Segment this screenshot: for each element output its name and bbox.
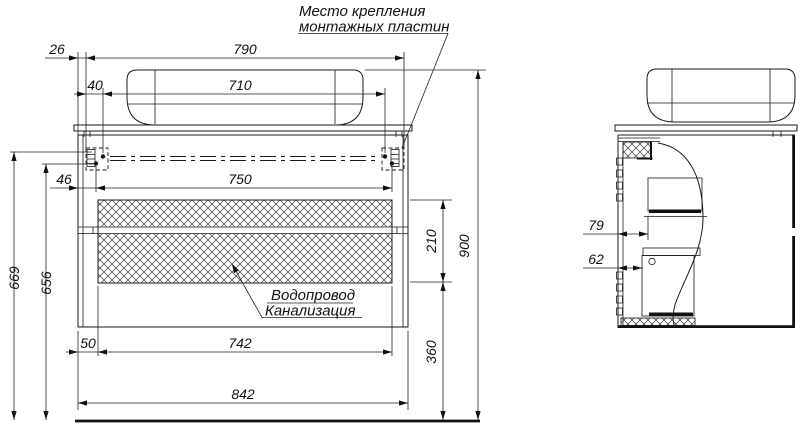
dim-depth-79: 79 [588, 217, 604, 233]
sink-side [647, 69, 795, 122]
mounting-note-line1: Место крепления [299, 3, 426, 20]
countertop-clips-side [773, 131, 781, 137]
plumbing-note-line1: Водопровод [271, 287, 356, 304]
cabinet-front [78, 135, 408, 327]
dim-height-669: 669 [6, 266, 22, 290]
curved-front-profile [658, 143, 703, 328]
dim-width-750: 750 [228, 171, 252, 187]
drawer-upper-side [644, 178, 707, 217]
mounting-note-line2: монтажных пластин [299, 18, 450, 36]
front-view [74, 70, 480, 421]
cabinet-side [618, 135, 795, 328]
dim-height-360: 360 [423, 340, 439, 364]
dim-height-656: 656 [38, 271, 54, 295]
dim-height-210: 210 [423, 229, 439, 253]
mounting-plate-section [623, 142, 653, 160]
service-opening-hatch [98, 200, 392, 283]
dim-height-900: 900 [456, 234, 472, 258]
mounting-plate-left [86, 148, 108, 170]
rail-centerlines [110, 157, 380, 161]
dim-width-710: 710 [228, 77, 252, 93]
wall-rail-fittings [617, 158, 623, 315]
dim-offset-26: 26 [49, 41, 65, 57]
side-view [615, 69, 797, 328]
dim-offset-40: 40 [87, 77, 103, 93]
bottom-rail-hatch [621, 318, 695, 326]
handle-notch [792, 228, 797, 236]
countertop-clips-front [84, 131, 402, 137]
dim-width-842: 842 [231, 386, 255, 402]
dim-width-790: 790 [233, 41, 257, 57]
countertop-front [74, 125, 412, 131]
dim-depth-62: 62 [588, 251, 604, 267]
drawer-lower-side [642, 248, 700, 316]
plumbing-note-line2: Канализация [265, 302, 356, 320]
dim-offset-46: 46 [56, 171, 72, 187]
dim-offset-50: 50 [80, 335, 96, 351]
dim-width-742: 742 [228, 335, 252, 351]
countertop-side [615, 125, 797, 131]
